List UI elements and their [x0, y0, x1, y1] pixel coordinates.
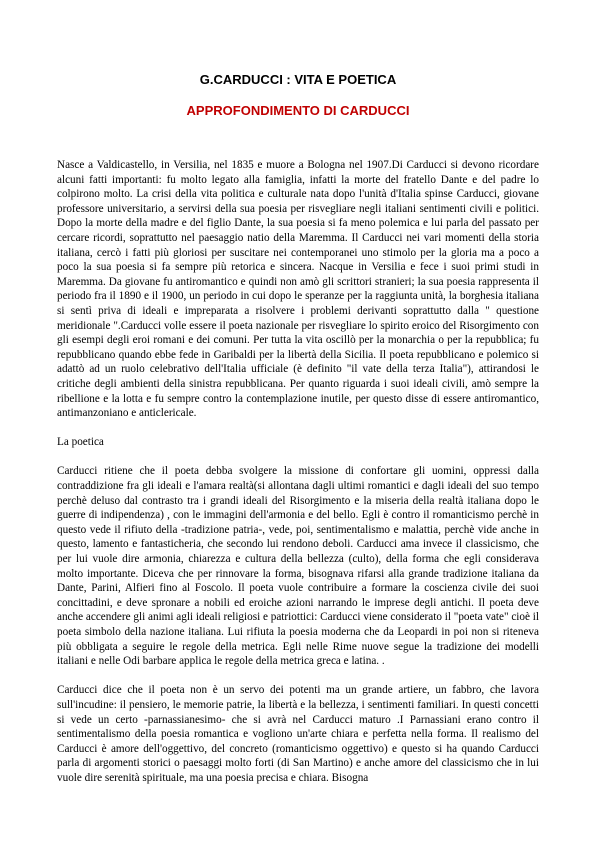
- paragraph-poeta-artiere: Carducci dice che il poeta non è un servo dei potenti ma un grande artiere, un fabbro, che lavora sull'incudine: il pensiero, le memorie patrie, la libertà e la bellezza, i sentimenti familiari. In questi concetti si vede un certo -parnassianesimo- che si avrà nel Carducci maturo .I Parnassiani erano contro il sentimentalismo della poesia romantica e vogliono un'arte chiara e perfetta nella forma. Il realismo del Carducci è amore dell'oggettivo, del concreto (romanticismo oggettivo) e questo si ha quando Carducci parla di argomenti storici o paesaggi molto forti (di San Martino) e anche amore del classicismo che in lui vuole dire serenità spirituale, ma una poesia precisa e chiara. Bisogna: [57, 684, 539, 784]
- document-subtitle: APPROFONDIMENTO DI CARDUCCI: [186, 103, 410, 118]
- document-title: G.CARDUCCI : VITA E POETICA: [199, 72, 397, 87]
- section-heading-poetica: La poetica: [57, 436, 104, 449]
- paragraph-biography: Nasce a Valdicastello, in Versilia, nel 1835 e muore a Bologna nel 1907.Di Carducci si devono ricordare alcuni fatti importanti: fu molto legato alla famiglia, infatti la morte del fratello Dante e del padre lo colpirono molto. La crisi della vita politica e culturale nata dopo l'unità d'Italia spinse Carducci, giovane professore universitario, a servirsi della sua poesia per risvegliare negli italiani sentimenti civili e politici. Dopo la morte della madre e del figlio Dante, la sua poesia si fa meno polemica e lui parla del passato per cercare ricordi, soprattutto nel paesaggio natio della Maremma. Il Carducci nei vari momenti della storia italiana, cercò i fatti più gloriosi per suscitare nei contemporanei uno stimolo per la gloria ma a poco a poco la sua poesia si fa sempre più retorica e sincera. Nacque in Versilia e fece i suoi primi studi in Maremma. Da giovane fu antiromantico e quindi non amò gli scrittori stranieri; la sua poesia rappresenta il periodo fra il 1890 e il 1900, un periodo in cui dopo le speranze per la raggiunta unità, la borghesia italiana si sentì priva di ideali e impreparata a risolvere i problemi derivanti soprattutto dalla " questione meridionale ".Carducci volle essere il poeta nazionale per risvegliare lo spirito eroico del Risorgimento con gli esempi degli eroi romani e dei comuni. Per tutta la vita oscillò per la monarchia o per la repubblica; fu repubblicano quando ebbe fede in Garibaldi per la libertà della Sicilia. Il poeta repubblicano e polemico si adattò ad un ruolo celebrativo dell'Italia ufficiale (è definito "il vate della terza Italia"), attirandosi le critiche degli ambienti della sinistra repubblicana. Per quanto riguarda i suoi ideali civili, amò sempre la ribellione e la lotta e fu sempre contro la contemplazione inutile, per questo disse di essere antiromantico, antimanzoniano e anticlericale.: [57, 159, 539, 420]
- paragraph-poetica: Carducci ritiene che il poeta debba svolgere la missione di confortare gli uomini, oppressi dalla contraddizione fra gli ideali e l'amara realtà(si allontana dagli ultimi romantici e dagli ideali del suo tempo perchè deluso dal contrasto tra i grandi ideali del Risorgimento e la miseria della realtà italiana dopo le guerre di indipendenza) , con le immagini dell'armonia e del bello. Egli è contro il romanticismo perchè in questo vede il rifiuto della -tradizione patria-, vede, poi, sentimentalismo e malattia, perchè vide anche in questo, lamento e fantasticheria, che secondo lui rendono deboli. Carducci ama invece il classicismo, che per lui vuole dire armonia, chiarezza e cultura della bellezza (culto), della forma che egli considerava molto importante. Diceva che per rinnovare la forma, bisognava rifarsi alla grande tradizione italiana da Dante, Parini, Alfieri fino al Foscolo. Il poeta vuole contribuire a formare la coscienza civile dei suoi concittadini, e deve spronare a nobili ed eroiche azioni narrando le imprese degli antichi. Il poeta deve anche accendere gli animi agli ideali religiosi e patriottici: Carducci viene considerato il "poeta vate" cioè il poeta simbolo della nazione italiana. Lui rifiuta la poesia moderna che da Leopardi in poi non si riteneva più obbligata a seguire le regole della metrica. Egli nelle Rime nuove segue la tradizione dei modelli italiani e nelle Odi barbare applica le regole della metrica greca e latina. .: [57, 465, 539, 668]
- document-body: [57, 158, 539, 800]
